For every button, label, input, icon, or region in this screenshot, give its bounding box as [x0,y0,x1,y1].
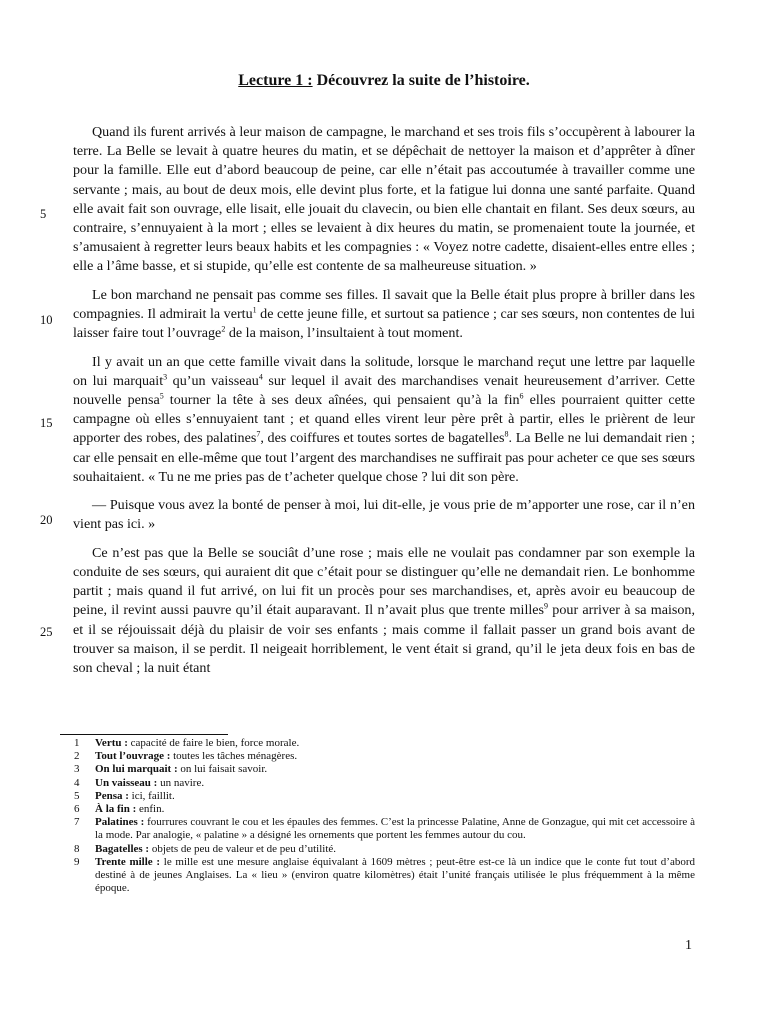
footnote [60,803,695,816]
title-prefix: Lecture 1 : [238,72,313,89]
footnote-marker: 5 [159,391,164,401]
footnote-definition: capacité de faire le bien, force morale. [127,737,300,749]
footnote-separator [60,734,228,735]
line-number: 5 [40,207,47,221]
footnote-marker: 6 [519,391,524,401]
footnote-term: Palatines : [95,816,145,829]
footnote [60,856,695,896]
paragraph-text: . La Belle ne lui demandait rien ; car elle pensait en elle-même que tout l’argent des marchandises ne suffirait pas pour acheter ce que ses sœurs souhaitaient. « Tu ne me pries pas de t’acheter quelque chose ? lui dit son père. [73,430,695,485]
footnote-definition: le mille est une mesure anglaise équivalant à 1609 mètres ; peut-être est-ce là un indice que le conte fut tout d’abord destiné à de jeunes Anglaises. La « lieu » (environ quatre kilomètres) était l’unité français utilisée le plus fréquemment à la même époque. [95,855,695,895]
footnote-number: 5 [74,789,80,802]
footnote-marker: 2 [221,324,226,334]
footnote-term: Tout l’ouvrage : [95,750,171,763]
line-number: 25 [40,625,53,639]
footnote [60,737,695,750]
footnote-number: 4 [74,776,80,789]
line-number: 10 [40,313,53,327]
paragraph-text: qu’un vaisseau [167,372,259,389]
footnote-number: 8 [74,842,80,855]
footnote-marker: 9 [544,601,549,611]
paragraph [73,496,695,534]
footnote-marker: 3 [163,372,168,382]
footnote [60,816,695,842]
paragraph-text: de la maison, l’insultaient à tout moment. [225,325,463,342]
paragraph-text: Il y avait un an que cette famille vivait dans la solitude, lorsque le marchand reçut une lettre par laquelle on lui marquait [73,353,695,389]
footnote-definition: objets de peu de valeur et de peu d’utilité. [149,842,337,855]
footnote-term: À la fin : [95,803,137,816]
footnote-term: Trente mille : [95,855,161,868]
footnote-marker: 8 [504,429,509,439]
footnote-number: 3 [74,763,80,776]
footnote-definition: ici, faillit. [128,789,175,802]
paragraph [73,353,695,487]
line-number: 20 [40,513,53,527]
line-number: 15 [40,416,53,430]
paragraph-text: elles pourraient quitter cette campagne où elles s’ennuyaient tant ; et quand elles virent leur père prêt à partir, elles le prièrent de leur apporter des robes, des palatines [73,392,695,447]
footnote [60,777,695,790]
footnote-definition: fourrures couvrant le cou et les épaules des femmes. C’est la princesse Palatine, Anne de Gonzague, qui mit cet accessoire à la mode. Par analogie, « palatine » a désigné les ornements que portent les femmes autour du cou. [95,816,695,842]
footnote-number: 6 [74,803,80,816]
page-title [0,72,768,90]
footnote [60,790,695,803]
footnotes [60,737,695,895]
footnote-definition: enfin. [136,803,165,816]
footnote-term: Pensa : [95,789,129,802]
paragraph-text: Ce n’est pas que la Belle se souciât d’une rose ; mais elle ne voulait pas condamner par son exemple la conduite de ses sœurs, qui auraient dit que c’était pour se distinguer qu’elle ne demandait rien. Le bonhomme partit ; mais quand il fut arrivé, on lui fit un procès pour ses marchandises, et, après avoir eu beaucoup de peine, il revint aussi pauvre qu’il était auparavant. Il n’avait plus que trente milles [73,544,695,619]
footnote-term: Vertu : [95,737,128,749]
footnote-number: 7 [74,816,80,829]
title-text: Découvrez la suite de l’histoire. [312,72,530,89]
paragraph-text: , des coiffures et toutes sortes de bagatelles [260,430,505,447]
paragraph-text: Le bon marchand ne pensait pas comme ses filles. Il savait que la Belle était plus propre à briller dans les compagnies. Il admirait la vertu [73,286,695,323]
footnote-marker: 4 [258,372,263,382]
footnote-term: Bagatelles : [95,842,150,855]
footnote-definition: on lui faisait savoir. [177,763,268,776]
story-text [73,123,695,687]
paragraph-text: pour arriver à sa maison, et il se réjouissait déjà du plaisir de voir ses enfants ; mais comme il fallait passer un grand bois avant de trouver sa maison, il se perdit. Il neigeait horriblement, le vent était si grand, qu’il le jeta deux fois en bas de son cheval ; la nuit étant [73,602,695,677]
footnote-term: On lui marquait : [95,763,178,776]
footnote-number: 2 [74,750,80,763]
page-number: 1 [685,938,692,953]
footnote [60,750,695,763]
paragraph [73,123,695,277]
paragraph-text: de cette jeune fille, et surtout sa patience ; car ses sœurs, non contentes de lui laisser faire tout l’ouvrage [73,306,695,342]
footnote [60,843,695,856]
paragraph-text: tourner la tête à ses deux aînées, qui pensaient qu’à la fin [163,392,520,409]
paragraph-text: Quand ils furent arrivés à leur maison de campagne, le marchand et ses trois fils s’occupèrent à labourer la terre. La Belle se levait à quatre heures du matin, et se dépêchait de nettoyer la maison et d’apprêter à dîner pour la famille. Elle eut d’abord beaucoup de peine, car elle n’était pas accoutumée à travailler comme une servante ; mais, au bout de deux mois, elle devint plus forte, et la fatigue lui donna une santé parfaite. Quand elle avait fait son ouvrage, elle lisait, elle jouait du clavecin, ou bien elle chantait en filant. Ses deux sœurs, au contraire, s’ennuyaient à la mort ; elles se levaient à dix heures du matin, se promenaient toute la journée, et s’amusaient à regretter leurs beaux habits et les compagnies : « Voyez notre cadette, disaient-elles entre elles ; elle a l’âme basse, et si stupide, qu’elle est contente de sa malheureuse situation. » [73,124,695,275]
paragraph [73,286,695,344]
footnote-marker: 1 [252,305,257,315]
footnote-number: 9 [74,855,80,868]
footnote-term: Un vaisseau : [95,776,158,789]
paragraph-text: sur lequel il avait des marchandises venait heureusement d’arriver. Cette nouvelle pensa [73,372,695,409]
footnote-definition: toutes les tâches ménagères. [170,750,298,763]
paragraph [73,544,695,678]
footnote [60,763,695,776]
footnote-number: 1 [74,737,80,749]
footnote-marker: 7 [256,429,261,439]
footnote-definition: un navire. [157,776,205,789]
paragraph-text: — Puisque vous avez la bonté de penser à moi, lui dit-elle, je vous prie de m’apporter une rose, car il n’en vient pas ici. » [73,497,695,533]
